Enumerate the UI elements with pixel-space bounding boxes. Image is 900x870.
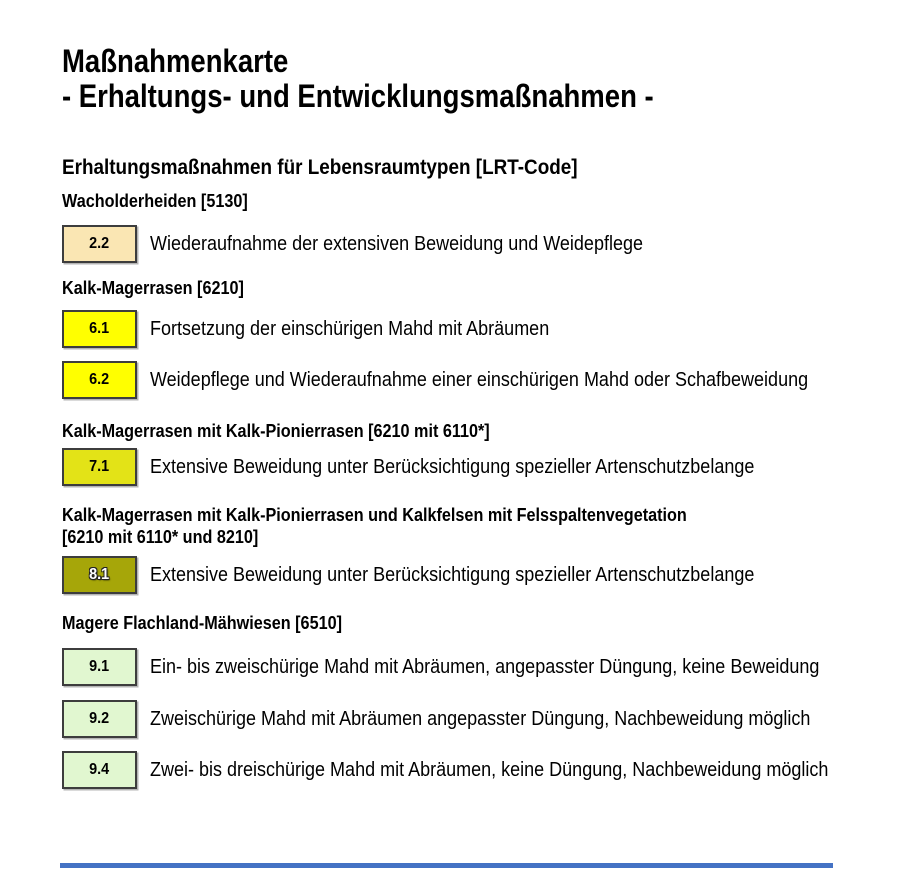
legend-row-9-1 bbox=[62, 648, 894, 686]
measure-code: 9.4 bbox=[89, 761, 110, 778]
legend-row-6-2 bbox=[62, 361, 881, 399]
measure-code-box bbox=[62, 448, 137, 486]
legend-row-8-1 bbox=[62, 556, 822, 594]
measure-code-box bbox=[62, 700, 137, 738]
group-heading-wacholderheiden: Wacholderheiden [5130] bbox=[62, 191, 248, 211]
legend-row-2-2 bbox=[62, 225, 698, 263]
group-heading-maehwiesen: Magere Flachland-Mähwiesen [6510] bbox=[62, 613, 342, 633]
group-heading-kalkfelsen bbox=[62, 504, 756, 548]
group-heading-line2: [6210 mit 6110* und 8210] bbox=[62, 527, 259, 547]
measure-label: Zwei- bis dreischürige Mahd mit Abräumen, keine Düngung, Nachbeweidung möglich bbox=[150, 759, 829, 781]
measure-code: 6.1 bbox=[89, 320, 110, 337]
measure-code-box bbox=[62, 648, 137, 686]
page-title-line1: Maßnahmenkarte bbox=[62, 43, 289, 79]
measure-label: Fortsetzung der einschürigen Mahd mit Abräumen bbox=[150, 318, 550, 340]
measure-code-box bbox=[62, 310, 137, 348]
measure-label: Extensive Beweidung unter Berücksichtigung spezieller Artenschutzbelange bbox=[150, 456, 755, 478]
measure-code: 8.1 bbox=[89, 566, 110, 583]
legend-row-7-1 bbox=[62, 448, 822, 486]
page-title-line2: - Erhaltungs- und Entwicklungsmaßnahmen - bbox=[62, 78, 654, 114]
measure-label: Wiederaufnahme der extensiven Beweidung und Weidepflege bbox=[150, 233, 643, 255]
measure-code: 7.1 bbox=[89, 458, 110, 475]
measure-label: Weidepflege und Wiederaufnahme einer einschürigen Mahd oder Schafbeweidung bbox=[150, 369, 809, 391]
legend-row-9-2 bbox=[62, 700, 884, 738]
measure-code: 6.2 bbox=[89, 371, 110, 388]
measure-code: 2.2 bbox=[89, 235, 110, 252]
measure-code: 9.2 bbox=[89, 710, 110, 727]
group-heading-kalk-pionierrasen: Kalk-Magerrasen mit Kalk-Pionierrasen [6210 mit 6110*] bbox=[62, 421, 490, 441]
measure-code-box bbox=[62, 556, 137, 594]
measure-code-box bbox=[62, 225, 137, 263]
group-heading-kalk-magerrasen: Kalk-Magerrasen [6210] bbox=[62, 278, 244, 298]
measure-label: Ein- bis zweischürige Mahd mit Abräumen, angepasster Düngung, keine Beweidung bbox=[150, 656, 820, 678]
measure-label: Zweischürige Mahd mit Abräumen angepasster Düngung, Nachbeweidung möglich bbox=[150, 708, 811, 730]
page-title bbox=[62, 44, 750, 114]
measure-label: Extensive Beweidung unter Berücksichtigung spezieller Artenschutzbelange bbox=[150, 564, 755, 586]
legend-row-9-4 bbox=[62, 751, 900, 789]
legend-row-6-1 bbox=[62, 310, 594, 348]
measure-code: 9.1 bbox=[89, 658, 110, 675]
measure-code-box bbox=[62, 751, 137, 789]
footer-rule bbox=[60, 863, 833, 868]
section-heading: Erhaltungsmaßnahmen für Lebensraumtypen [LRT-Code] bbox=[62, 156, 578, 179]
group-heading-line1: Kalk-Magerrasen mit Kalk-Pionierrasen und Kalkfelsen mit Felsspaltenvegetation bbox=[62, 505, 687, 525]
measure-code-box bbox=[62, 361, 137, 399]
